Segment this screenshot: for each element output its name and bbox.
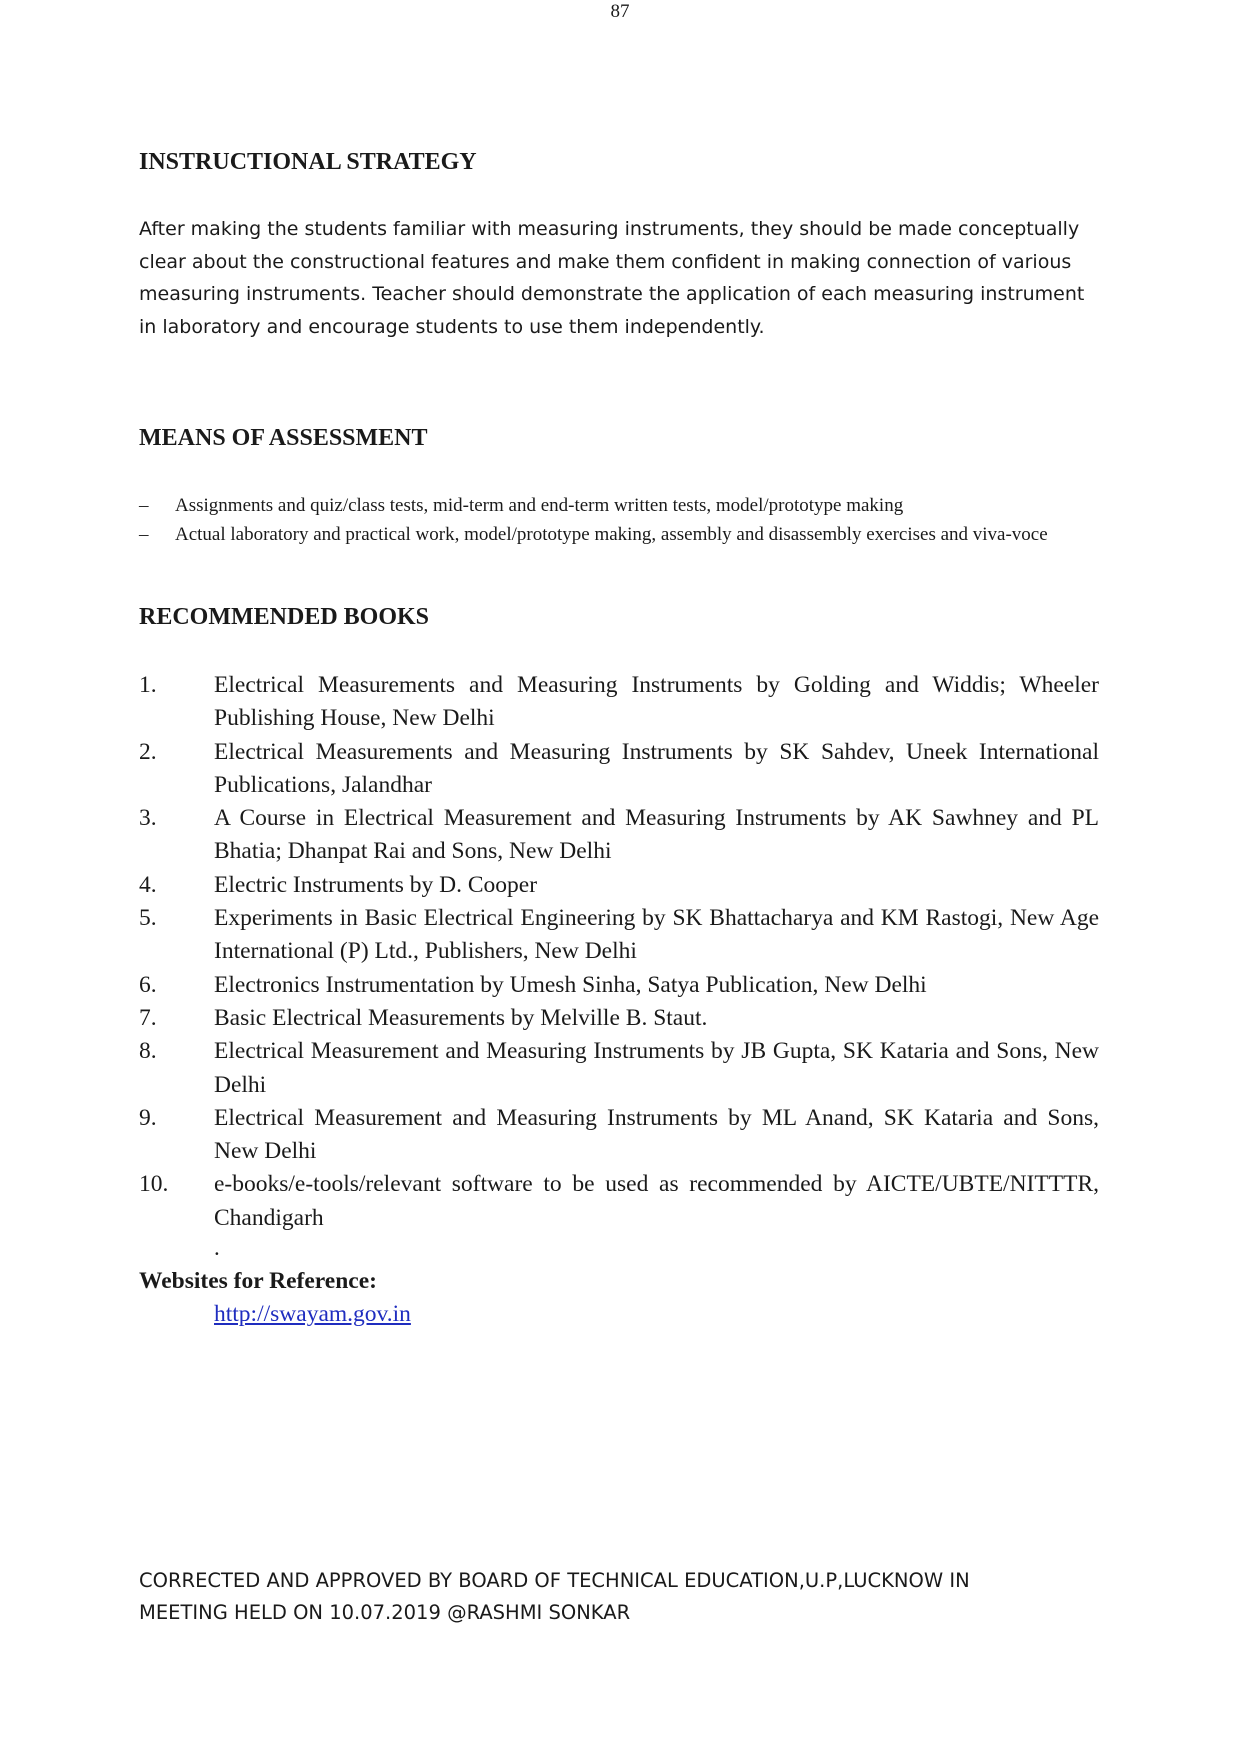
means-of-assessment-heading: MEANS OF ASSESSMENT [139,425,428,451]
book-number: 2. [139,738,157,765]
book-item [139,669,1099,736]
book-text: Electric Instruments by D. Cooper [214,871,538,898]
book-number: 7. [139,1004,157,1031]
book-text: Electrical Measurement and Measuring Instruments by ML Anand, SK Kataria and Sons, New Delhi [214,1104,1099,1165]
book-item [139,1035,1099,1102]
assessment-item [139,492,1099,521]
book-text: Electrical Measurement and Measuring Instruments by JB Gupta, SK Kataria and Sons, New Delhi [214,1038,1099,1098]
book-item [139,1002,1099,1035]
book-text: Basic Electrical Measurements by Melville B. Staut. [214,1004,708,1031]
book-number: 10. [139,1171,169,1198]
book-item [139,1168,1099,1235]
book-item [139,969,1099,1002]
assessment-item [139,521,1099,550]
footer-line-1: CORRECTED AND APPROVED BY BOARD OF TECHNICAL EDUCATION,U.P,LUCKNOW IN [139,1569,970,1592]
book-number: 1. [139,672,157,698]
book-text: Electronics Instrumentation by Umesh Sinha, Satya Publication, New Delhi [214,971,927,998]
book-text: Electrical Measurements and Measuring Instruments by Golding and Widdis; Wheeler Publishing House, New Delhi [214,672,1099,732]
book-item [139,802,1099,869]
book-text: Electrical Measurements and Measuring Instruments by SK Sahdev, Uneek International Publications, Jalandhar [214,738,1099,798]
book-number: 6. [139,971,157,998]
book-item [139,736,1099,803]
book-number: 5. [139,905,157,932]
assessment-item-text: Actual laboratory and practical work, model/prototype making, assembly and disassembly exercises and viva-voce [175,523,1048,545]
instructional-strategy-text: After making the students familiar with measuring instruments, they should be made conceptually clear about the constructional features and make them confident in making connection of various measuring instruments. Teacher should demonstrate the application of each measuring instrument in laboratory and encourage students to use them independently. [139,218,1085,338]
instructional-strategy-heading: INSTRUCTIONAL STRATEGY [139,149,477,175]
page-number: 87 [610,1,630,22]
book-number: 3. [139,805,157,832]
websites-heading: Websites for Reference: [139,1268,377,1294]
book-text: A Course in Electrical Measurement and Measuring Instruments by AK Sawhney and PL Bhatia; Dhanpat Rai and Sons, New Delhi [214,805,1099,865]
book-number: 4. [139,871,157,898]
book-item [139,869,1099,902]
trailing-mark: . [214,1235,220,1260]
swayam-link[interactable]: http://swayam.gov.in [214,1301,411,1327]
recommended-books-list [139,669,1099,1235]
book-text: e-books/e-tools/relevant software to be used as recommended by AICTE/UBTE/NITTTR, Chandigarh [214,1171,1099,1231]
assessment-list [139,492,1099,549]
book-number: 9. [139,1104,157,1131]
assessment-item-text: Assignments and quiz/class tests, mid-term and end-term written tests, model/prototype making [175,495,904,516]
dash-bullet: – [139,523,149,545]
book-item [139,1102,1099,1169]
dash-bullet: – [139,495,149,516]
recommended-books-heading: RECOMMENDED BOOKS [139,604,430,630]
book-number: 8. [139,1038,157,1065]
footer-line-2: MEETING HELD ON 10.07.2019 @RASHMI SONKAR [139,1601,631,1624]
approval-footer [139,1565,1099,1629]
book-text: Experiments in Basic Electrical Engineering by SK Bhattacharya and KM Rastogi, New Age International (P) Ltd., Publishers, New Delhi [214,905,1099,965]
book-item [139,902,1099,969]
